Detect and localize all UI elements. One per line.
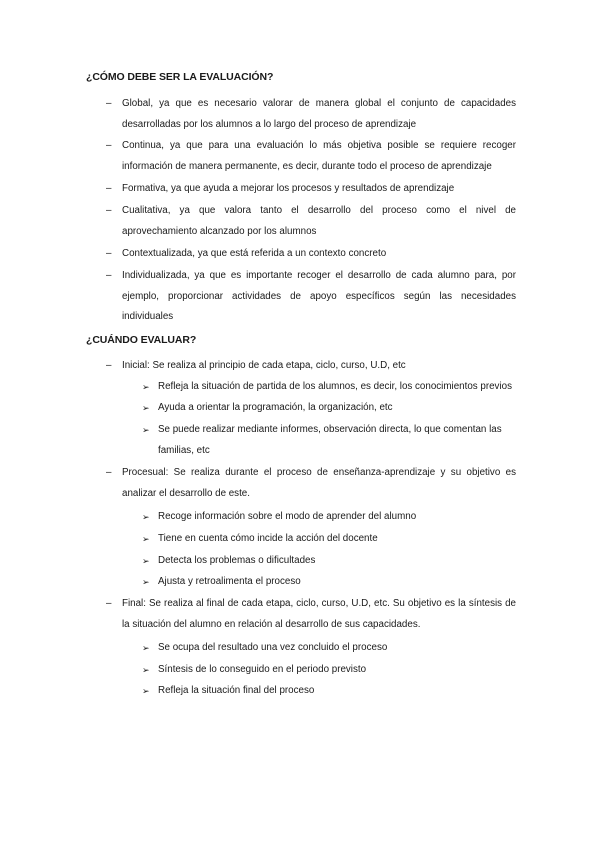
sub-item-text: Refleja la situación final del proceso: [158, 685, 315, 696]
list-item-text: Inicial: Se realiza al principio de cada etapa, ciclo, curso, U.D, etc: [122, 360, 406, 371]
arrow-bullet-icon: ➢: [142, 556, 150, 566]
list-item-text: Global, ya que es necesario valorar de manera global el conjunto de capacidades desarrolladas por los alumnos a lo largo del proceso de aprendizaje: [122, 98, 516, 130]
dash-bullet: –: [106, 360, 112, 371]
sub-item-final-2: [142, 660, 516, 681]
dash-bullet: –: [106, 248, 112, 259]
dash-bullet: –: [106, 140, 112, 151]
arrow-bullet-icon: ➢: [142, 665, 150, 675]
heading-como-evaluacion: ¿CÓMO DEBE SER LA EVALUACIÓN?: [86, 71, 274, 83]
sub-item-text: Se puede realizar mediante informes, observación directa, lo que comentan las familias, etc: [158, 424, 502, 456]
arrow-bullet-icon: ➢: [142, 686, 150, 696]
list-item-text: Final: Se realiza al final de cada etapa, ciclo, curso, U.D, etc. Su objetivo es la síntesis de la situación del alumno en relación al desarrollo de sus capacidades.: [122, 598, 516, 630]
list-item-text: Cualitativa, ya que valora tanto el desarrollo del proceso como el nivel de aprovechamiento alcanzado por los alumnos: [122, 205, 516, 237]
arrow-bullet-icon: ➢: [142, 425, 150, 435]
dash-bullet: –: [106, 183, 112, 194]
list-item-individualizada: [106, 266, 516, 328]
sub-item-text: Síntesis de lo conseguido en el periodo previsto: [158, 664, 367, 675]
sub-item-procesual-2: [142, 529, 516, 550]
list-item-procesual: [106, 463, 516, 504]
arrow-bullet-icon: ➢: [142, 534, 150, 544]
arrow-bullet-icon: ➢: [142, 643, 150, 653]
dash-bullet: –: [106, 467, 112, 478]
sub-item-procesual-3: [142, 551, 516, 572]
dash-bullet: –: [106, 270, 112, 281]
arrow-bullet-icon: ➢: [142, 577, 150, 587]
sub-item-text: Recoge información sobre el modo de aprender del alumno: [158, 511, 417, 522]
list-item-text: Procesual: Se realiza durante el proceso de enseñanza-aprendizaje y su objetivo es analizar el desarrollo de este.: [122, 467, 516, 499]
sub-item-text: Ayuda a orientar la programación, la organización, etc: [158, 402, 393, 413]
sub-item-inicial-1: [142, 377, 516, 398]
sub-item-inicial-3: [142, 420, 516, 461]
dash-bullet: –: [106, 205, 112, 216]
list-item-contextualizada: [106, 244, 516, 265]
list-item-final: [106, 594, 516, 635]
list-item-text: Formativa, ya que ayuda a mejorar los procesos y resultados de aprendizaje: [122, 183, 455, 194]
sub-item-inicial-2: [142, 398, 516, 419]
sub-item-procesual-1: [142, 507, 516, 528]
list-item-inicial: [106, 356, 516, 377]
sub-item-text: Ajusta y retroalimenta el proceso: [158, 576, 301, 587]
sub-item-text: Detecta los problemas o dificultades: [158, 555, 316, 566]
list-item-text: Contextualizada, ya que está referida a un contexto concreto: [122, 248, 387, 259]
list-item-text: Individualizada, ya que es importante recoger el desarrollo de cada alumno para, por ejemplo, proporcionar actividades de apoyo específicos según las necesidades individuales: [122, 270, 516, 322]
heading-cuando-evaluar: ¿CUÁNDO EVALUAR?: [86, 334, 197, 346]
arrow-bullet-icon: ➢: [142, 403, 150, 413]
sub-item-procesual-4: [142, 572, 516, 593]
list-item-global: [106, 94, 516, 135]
list-item-formativa: [106, 179, 516, 200]
sub-item-text: Refleja la situación de partida de los alumnos, es decir, los conocimientos previos: [158, 381, 512, 392]
arrow-bullet-icon: ➢: [142, 382, 150, 392]
arrow-bullet-icon: ➢: [142, 512, 150, 522]
list-item-cualitativa: [106, 201, 516, 242]
sub-item-final-1: [142, 638, 516, 659]
list-item-text: Continua, ya que para una evaluación lo más objetiva posible se requiere recoger información de manera permanente, es decir, durante todo el proceso de aprendizaje: [122, 140, 516, 172]
sub-item-text: Se ocupa del resultado una vez concluido el proceso: [158, 642, 388, 653]
sub-item-text: Tiene en cuenta cómo incide la acción del docente: [158, 533, 378, 544]
dash-bullet: –: [106, 598, 112, 609]
sub-item-final-3: [142, 681, 516, 702]
dash-bullet: –: [106, 98, 112, 109]
list-item-continua: [106, 136, 516, 177]
